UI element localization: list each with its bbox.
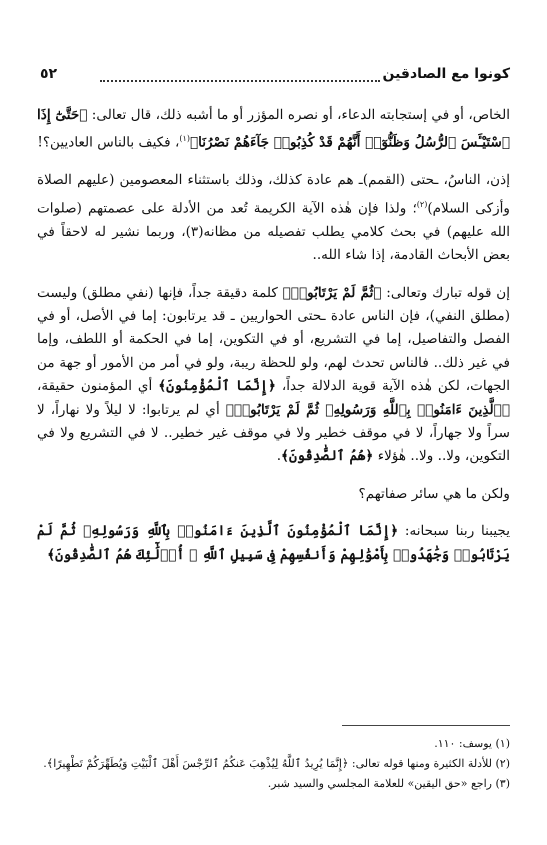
quran-verse: ﴿ثُمَّ لَمْ يَرْتَابُوا۟﴾ [282,284,382,301]
main-text [37,104,510,567]
text-run: ؛ ولذا فإن هٰذه الآية الكريمة تُعد من الأدلة على عصمتهم (صلوات الله عليهم) في بحث كلامي يطلب تفصيله من مظانه(٣)، وربما نشير له لاحقاً في بعض الأبحاث القادمة، إذا شاء الله.. [37,200,510,264]
footnote-ref: (٢) [416,199,428,209]
quran-verse: ﴿إِنَّمَا ٱلْمُؤْمِنُونَ ٱلَّذِينَ ءَامَنُوا۟ بِٱللَّهِ وَرَسُولِهِۦ ثُمَّ لَمْ يَرْتَابُوا۟ وَجَٰهَدُوا۟ بِأَمْوَٰلِهِمْ وَأَنفُسِهِمْ فِى سَبِيلِ ٱللَّهِ ۚ أُو۟لَٰٓئِكَ هُمُ ٱلصَّٰدِقُونَ﴾ [37,523,510,563]
quran-verse: ﴿حَتَّىٰٓ إِذَا ٱسْتَيْـَٔسَ ٱلرُّسُلُ وَظَنُّوٓا۟ أَنَّهُمْ قَدْ كُذِبُوا۟ جَآءَهُمْ نَصْرُنَا﴾ [37,107,510,151]
quran-verse: ﴿هُمُ ٱلصَّٰدِقُونَ﴾ [281,448,374,465]
text-run: كلمة دقيقة جداً، فإنها (نفي مطلق) وليست (مطلق النفي)، فإن الناس عادة ـحتى الحواريين ـ قد يرتابون: إما في الأصل، أو في الفصل والتفاصيل، إما في التشريع، أو في التكوين، إما في الحكمة أو اللطف، وإما في غير ذلك.. فالناس تحدث لهم، ولو للحظة ريبة، ولو في أمر من الأمور أو جهة من الجهات، لكن هٰذه الآية قوية الدلالة جداً، [37,284,510,395]
footnote-2: (٢) للأدلة الكثيرة ومنها قوله تعالى: ﴿إِنَّمَا يُرِيدُ ٱللَّهُ لِيُذْهِبَ عَنكُمُ ٱلرِّجْسَ أَهْلَ ٱلْبَيْتِ وَيُطَهِّرَكُمْ تَطْهِيرًا﴾. [43,757,510,770]
running-title: كونوا مع الصادقين [382,66,510,82]
paragraph-1 [37,104,510,155]
paragraph-3 [37,282,510,469]
paragraph-5 [37,520,510,567]
quran-verse: ﴿ٱلَّذِينَ ءَامَنُوا۟ بِٱللَّهِ وَرَسُولِهِۦ ثُمَّ لَمْ يَرْتَابُوا۟﴾ [225,401,510,418]
footnote-1: (١) يوسف: ١١٠. [434,737,510,750]
quran-verse: ﴿إِنَّمَا ٱلْمُؤْمِنُونَ﴾ [158,378,276,395]
footnote-ref: (١) [179,134,190,144]
text-run: إن قوله تبارك وتعالى: [381,284,511,301]
text-run: ولكن ما هي سائر صفاتهم؟ [358,485,510,502]
header-dotted-rule [100,80,380,82]
text-run: . [276,448,282,465]
text-run: إذن، الناسُ، ـحتى (القمم)ـ هم عادة كذلك، وذلك باستثناء المعصومين (عليهم الصلاة وأزكى السلام) [37,172,511,217]
page-number: ٥٢ [40,66,58,82]
text-run: أي لم يرتابوا: لا ليلاً ولا نهاراً، لا سراً ولا جهاراً، لا في موقف خطير ولا في موقف غير خطير.. لا في التشريع ولا في التكوين، ولا.. ولا.. هٰؤلاء [37,401,510,465]
footnotes [37,734,510,794]
paragraph-4 [37,483,510,506]
text-run: يجيبنا ربنا سبحانه: [398,523,510,540]
text-run: الخاص، أو في إستجابته الدعاء، أو نصره المؤزر أو ما أشبه ذلك، قال تعالى: [87,107,510,123]
running-header [40,66,510,88]
text-run: ، فكيف بالناس العاديين؟! [37,134,180,151]
footnote-separator [342,725,510,726]
paragraph-2 [37,169,510,267]
footnote-3: (٣) راجع «حق اليقين» للعلامة المجلسي والسيد شبر. [267,777,510,790]
text-run: أي المؤمنون حقيقة، [37,378,159,395]
